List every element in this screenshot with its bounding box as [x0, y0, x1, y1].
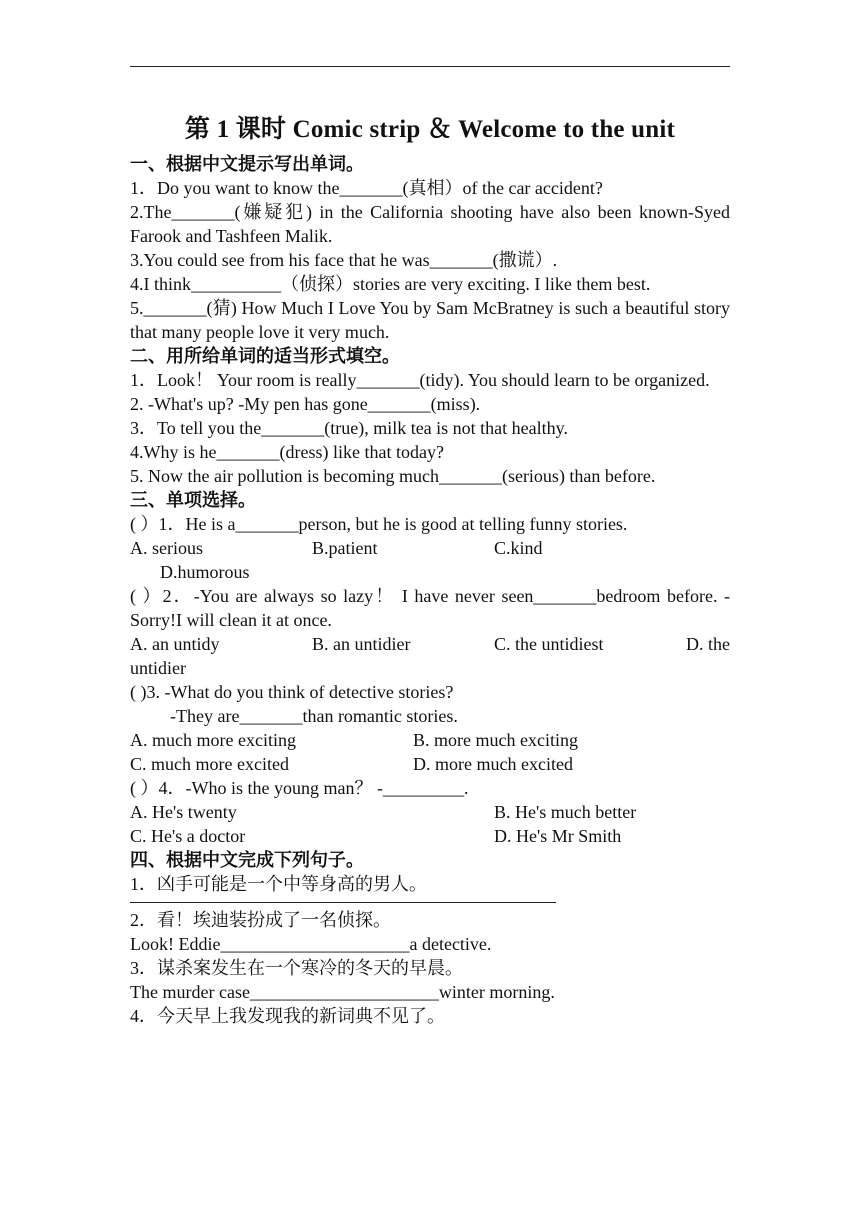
- s3-q4-options-row-2: [130, 824, 730, 848]
- s3-question-4: ( ）4．-Who is the young man？ -_________.: [130, 778, 469, 798]
- s3-q2-option-b: B. an untidier: [312, 634, 411, 654]
- page-title: 第 1 课时 Comic strip ＆ Welcome to the unit: [184, 116, 676, 143]
- s3-q1-options-row: [130, 536, 730, 560]
- s3-q4-option-c: C. He's a doctor: [130, 826, 246, 846]
- s2-question-5: 5. Now the air pollution is becoming much_______(serious) than before.: [130, 466, 656, 486]
- s3-q1-option-c: C.kind: [494, 538, 543, 558]
- section-heading-4: 四、根据中文完成下列句子。: [130, 850, 364, 870]
- s3-q2-option-a: A. an untidy: [130, 634, 220, 654]
- s3-q2-option-d: D. the: [686, 634, 730, 654]
- s3-q1-option-d: D.humorous: [160, 562, 250, 582]
- s2-question-2: 2. -What's up? -My pen has gone_______(miss).: [130, 394, 481, 414]
- s3-q2-option-d-cont: untidier: [130, 658, 186, 678]
- s3-q3-option-c: C. much more excited: [130, 754, 289, 774]
- s1-question-3: 3.You could see from his face that he was_______(撒谎）.: [130, 250, 558, 270]
- s3-q4-options-row-1: [130, 800, 730, 824]
- s3-q1-option-b: B.patient: [312, 538, 378, 558]
- s2-question-4: 4.Why is he_______(dress) like that today?: [130, 442, 444, 462]
- s3-question-1: ( ）1．He is a_______person, but he is good at telling funny stories.: [130, 514, 628, 534]
- section-heading-3: 三、单项选择。: [130, 490, 256, 510]
- section-heading-1: 一、根据中文提示写出单词。: [130, 154, 364, 174]
- s3-question-3: ( )3. -What do you think of detective stories?: [130, 682, 454, 702]
- s3-q3-option-d: D. more much excited: [413, 754, 573, 774]
- s1-question-2: 2.The_______(嫌疑犯) in the California shooting have also been known-Syed Farook and Tashfeen Malik.: [130, 202, 730, 246]
- s3-q4-option-a: A. He's twenty: [130, 802, 237, 822]
- s4-question-2: 2．看！埃迪装扮成了一名侦探。: [130, 910, 391, 930]
- section-heading-2: 二、用所给单词的适当形式填空。: [130, 346, 400, 366]
- s1-question-4: 4.I think__________（侦探）stories are very exciting. I like them best.: [130, 274, 651, 294]
- header-rule: [130, 66, 730, 67]
- s1-question-5: 5._______(猜) How Much I Love You by Sam McBratney is such a beautiful story that many people love it very much.: [130, 298, 730, 342]
- s3-q3-option-b: B. more much exciting: [413, 730, 578, 750]
- s2-question-3: 3．To tell you the_______(true), milk tea is not that healthy.: [130, 418, 568, 438]
- s3-q3-option-a: A. much more exciting: [130, 730, 296, 750]
- s4-question-4: 4．今天早上我发现我的新词典不见了。: [130, 1006, 445, 1026]
- s4-question-2-english: Look! Eddie_____________________a detective.: [130, 934, 492, 954]
- s3-q4-option-d: D. He's Mr Smith: [494, 826, 622, 846]
- s4-question-3: 3．谋杀案发生在一个寒冷的冬天的早晨。: [130, 958, 463, 978]
- worksheet-content: [130, 112, 730, 1028]
- s1-question-1: 1．Do you want to know the_______(真相）of the car accident?: [130, 178, 603, 198]
- s4-question-1: 1．凶手可能是一个中等身高的男人。: [130, 874, 427, 894]
- s3-question-2: ( ）2．-You are always so lazy！ I have never seen_______bedroom before. -Sorry!I will clean it at once.: [130, 586, 730, 630]
- s3-q4-option-b: B. He's much better: [494, 802, 637, 822]
- s3-q2-options-row: [130, 632, 730, 656]
- s2-question-1: 1．Look！ Your room is really_______(tidy). You should learn to be organized.: [130, 370, 710, 390]
- s3-q3-options-row-1: [130, 728, 730, 752]
- s4-question-3-english: The murder case_____________________winter morning.: [130, 982, 555, 1002]
- s3-question-3-cont: -They are_______than romantic stories.: [170, 706, 458, 726]
- s3-q1-option-a: A. serious: [130, 538, 203, 558]
- s4-q1-answer-line: [130, 902, 556, 903]
- s3-q2-option-c: C. the untidiest: [494, 634, 604, 654]
- s3-q3-options-row-2: [130, 752, 730, 776]
